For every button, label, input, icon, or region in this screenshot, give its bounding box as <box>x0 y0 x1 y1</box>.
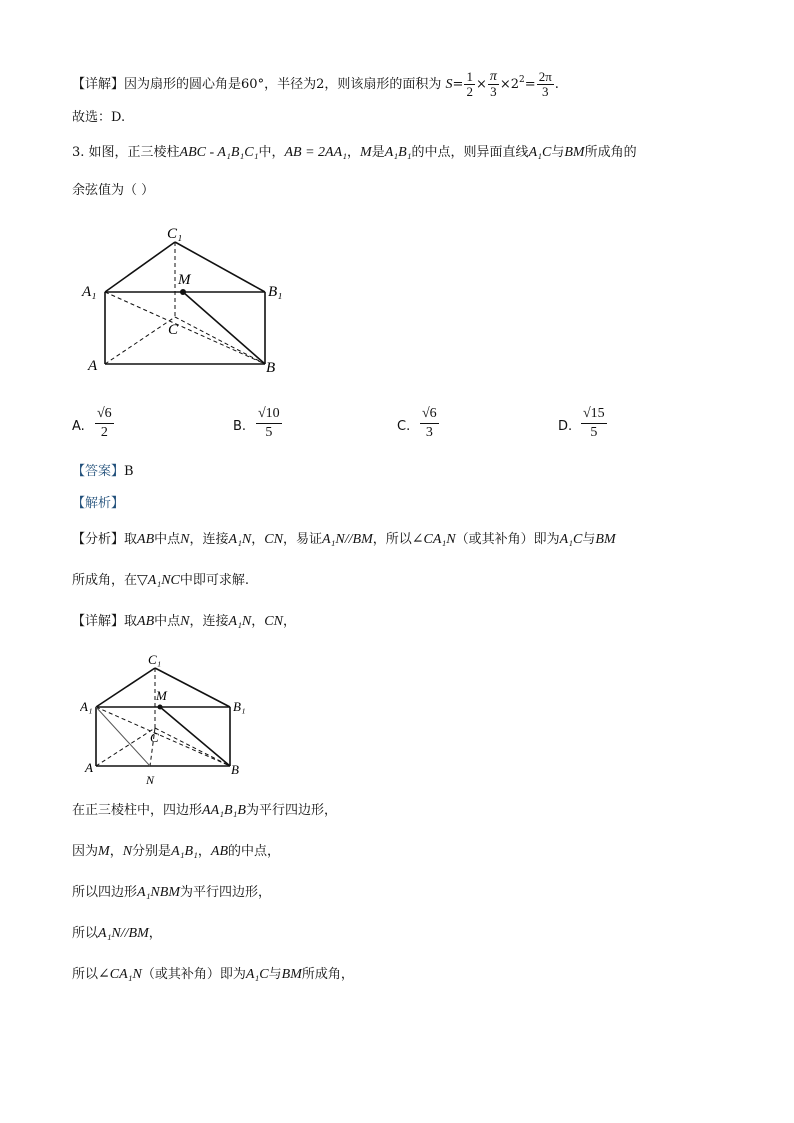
analysis-bm: BM <box>595 532 616 547</box>
fraction-half <box>464 70 475 99</box>
option-c-value <box>420 405 439 442</box>
label-b1: B₁ <box>233 699 246 714</box>
step5-a1c: A₁C <box>245 967 269 982</box>
label-c1: C₁ <box>148 652 162 667</box>
answer-value: B <box>124 464 134 479</box>
prism-figure-1 <box>80 222 300 387</box>
analysis-parallel: A₁N//BM <box>322 532 373 547</box>
detail-p4: ， <box>251 614 265 629</box>
segment-bm <box>160 707 230 766</box>
sector-text-a: 因为扇形的圆心角是 <box>124 77 242 92</box>
analysis-p3: ，连接 <box>189 532 229 547</box>
area-symbol: S <box>445 77 453 92</box>
fraction-pi-third <box>488 70 499 99</box>
analysis-ab: AB <box>137 532 155 547</box>
analysis-p7: （或其补角）即为 <box>455 532 560 547</box>
detail-line-sector <box>72 70 559 99</box>
step4-a: 所以 <box>72 926 99 941</box>
segment-a1n <box>96 707 150 766</box>
detail-p1: 取 <box>124 614 138 629</box>
step2-seg1: A₁B₁ <box>171 844 198 859</box>
step-5 <box>72 966 354 984</box>
detail-a1n: A₁N <box>228 614 252 629</box>
step5-d: 所成角， <box>301 967 354 982</box>
step4-parallel: A₁N//BM <box>98 926 149 941</box>
equals-sign-2: = <box>524 77 536 92</box>
option-a-num: √6 <box>95 405 114 424</box>
label-a: A <box>85 760 93 775</box>
analysis-p2: 中点 <box>154 532 181 547</box>
step1-a: 在正三棱柱中，四边形 <box>72 803 203 818</box>
q3-mid3: 是 <box>371 145 385 160</box>
equals-sign: = <box>452 77 464 92</box>
label-m: M <box>156 688 167 703</box>
option-b-label: B. <box>233 419 247 434</box>
q3-point-m: M <box>360 145 372 160</box>
analysis-p8: 与 <box>582 532 596 547</box>
result-denominator: 3 <box>541 84 549 99</box>
q3-line-bm: BM <box>564 145 585 160</box>
option-a-label: A. <box>72 419 85 434</box>
label-m: M <box>178 272 191 288</box>
q3-segment: A₁B₁ <box>384 145 412 160</box>
analysis-p4: ， <box>251 532 265 547</box>
sector-text-c: ，则该扇形的面积为 <box>324 77 442 92</box>
option-d-num: √15 <box>581 405 607 424</box>
analysis-line2b: 中即可求解. <box>179 573 250 588</box>
analysis-tag: 【分析】 <box>72 532 125 547</box>
analysis-a1n: A₁N <box>228 532 252 547</box>
diagonal-a1b-hidden <box>105 292 265 364</box>
label-a1: A₁ <box>82 284 97 300</box>
option-b-den: 5 <box>265 425 273 440</box>
step2-n: N <box>122 844 133 859</box>
result-numerator: 2π <box>538 69 552 84</box>
answer-tag: 【答案】 <box>72 464 125 479</box>
label-c1: C₁ <box>167 226 183 242</box>
q3-prism: ABC - A₁B₁C₁ <box>179 145 259 160</box>
sector-angle: 60° <box>241 77 265 92</box>
label-a1: A₁ <box>80 699 93 714</box>
question-3-line-2: 余弦值为（ ） <box>72 183 155 198</box>
step2-e: 的中点， <box>228 844 281 859</box>
step2-c: 分别是 <box>132 844 172 859</box>
step3-a: 所以四边形 <box>72 885 138 900</box>
option-c-den: 3 <box>425 425 433 440</box>
pi-denominator: 3 <box>490 84 497 99</box>
step2-m: M <box>98 844 110 859</box>
label-b: B <box>266 360 276 376</box>
label-b1: B₁ <box>268 284 283 300</box>
analysis-line-2 <box>72 572 249 590</box>
step-3 <box>72 884 271 902</box>
analysis-angle: ∠CA₁N <box>411 532 456 547</box>
step5-c: 与 <box>268 967 282 982</box>
edge-ac-hidden <box>105 317 175 364</box>
option-c-num: √6 <box>420 405 439 424</box>
step2-seg2: AB <box>210 844 229 859</box>
edge-a1c1 <box>96 668 155 707</box>
label-a: A <box>88 358 98 374</box>
jiexi-tag: 【解析】 <box>72 496 125 511</box>
step1-b: 为平行四边形， <box>245 803 337 818</box>
option-d-den: 5 <box>590 425 598 440</box>
step5-angle: ∠CA₁N <box>98 967 142 982</box>
detail-p3: ，连接 <box>189 614 229 629</box>
analysis-n: N <box>180 532 190 547</box>
period: . <box>554 77 559 92</box>
q3-mid1: 中， <box>258 145 285 160</box>
step-1 <box>72 802 337 820</box>
pi-numerator: π <box>489 69 497 84</box>
analysis-line-1 <box>72 531 616 549</box>
q3-mid4: 的中点，则异面直线 <box>411 145 529 160</box>
detail-line <box>72 613 296 631</box>
diagonal-a1b-hidden <box>96 707 230 766</box>
answer-line <box>72 463 134 481</box>
q3-line-a1c: A₁C <box>528 145 552 160</box>
step-4 <box>72 925 162 943</box>
analysis-cn: CN <box>264 532 283 547</box>
analysis-triangle: ▽A₁NC <box>137 573 180 588</box>
step4-b: ， <box>148 926 162 941</box>
analysis-p1: 取 <box>124 532 138 547</box>
step3-b: 为平行四边形， <box>180 885 272 900</box>
choose-line: 故选：D. <box>72 110 126 125</box>
times-sign-2: × <box>499 77 511 92</box>
label-c: C <box>168 322 179 338</box>
step5-b: （或其补角）即为 <box>141 967 246 982</box>
option-a-value <box>95 405 114 442</box>
sector-text-b: ，半径为 <box>264 77 317 92</box>
analysis-a1c: A₁C <box>559 532 583 547</box>
option-d-value <box>581 405 607 442</box>
edge-a1c1 <box>105 242 175 292</box>
step1-quad: AA₁B₁B <box>202 803 246 818</box>
analysis-p6: ，所以 <box>372 532 412 547</box>
step-2 <box>72 843 280 861</box>
label-c: C <box>150 730 159 745</box>
analysis-line2a: 所成角，在 <box>72 573 138 588</box>
q3-mid2: ， <box>347 145 361 160</box>
q3-intro: 3. 如图，正三棱柱 <box>72 145 180 160</box>
detail-n: N <box>180 614 190 629</box>
step2-a: 因为 <box>72 844 99 859</box>
question-3-line-1 <box>72 144 637 162</box>
step5-a: 所以 <box>72 967 99 982</box>
step3-quad: A₁NBM <box>137 885 180 900</box>
option-b-value <box>256 405 282 442</box>
label-b: B <box>231 762 239 777</box>
label-n: N <box>146 773 155 787</box>
detail-tag-2: 【详解】 <box>72 614 125 629</box>
half-denominator: 2 <box>466 84 473 99</box>
option-c-label: C. <box>397 419 411 434</box>
prism-figure-2 <box>80 650 260 790</box>
option-b-num: √10 <box>256 405 282 424</box>
step5-bm: BM <box>281 967 302 982</box>
option-d-label: D. <box>558 419 573 434</box>
analysis-p5: ，易证 <box>282 532 322 547</box>
point-m <box>180 289 186 295</box>
step2-b: ， <box>109 844 123 859</box>
detail-p2: 中点 <box>154 614 181 629</box>
q3-relation: AB = 2AA₁ <box>284 145 347 160</box>
sector-radius: 2 <box>316 77 325 92</box>
half-numerator: 1 <box>466 69 473 84</box>
q3-mid6: 所成角的 <box>584 145 637 160</box>
point-m <box>158 705 163 710</box>
times-sign: × <box>475 77 487 92</box>
detail-tag: 【详解】 <box>72 77 125 92</box>
option-a-den: 2 <box>100 425 108 440</box>
detail-p5: ， <box>282 614 296 629</box>
radius-base: 2 <box>510 77 520 92</box>
edge-ac-hidden <box>96 728 155 766</box>
radius-exponent: 2 <box>519 75 525 85</box>
detail-ab: AB <box>137 614 155 629</box>
fraction-result <box>537 70 554 99</box>
q3-mid5: 与 <box>551 145 565 160</box>
step2-d: ， <box>197 844 211 859</box>
detail-cn: CN <box>264 614 283 629</box>
